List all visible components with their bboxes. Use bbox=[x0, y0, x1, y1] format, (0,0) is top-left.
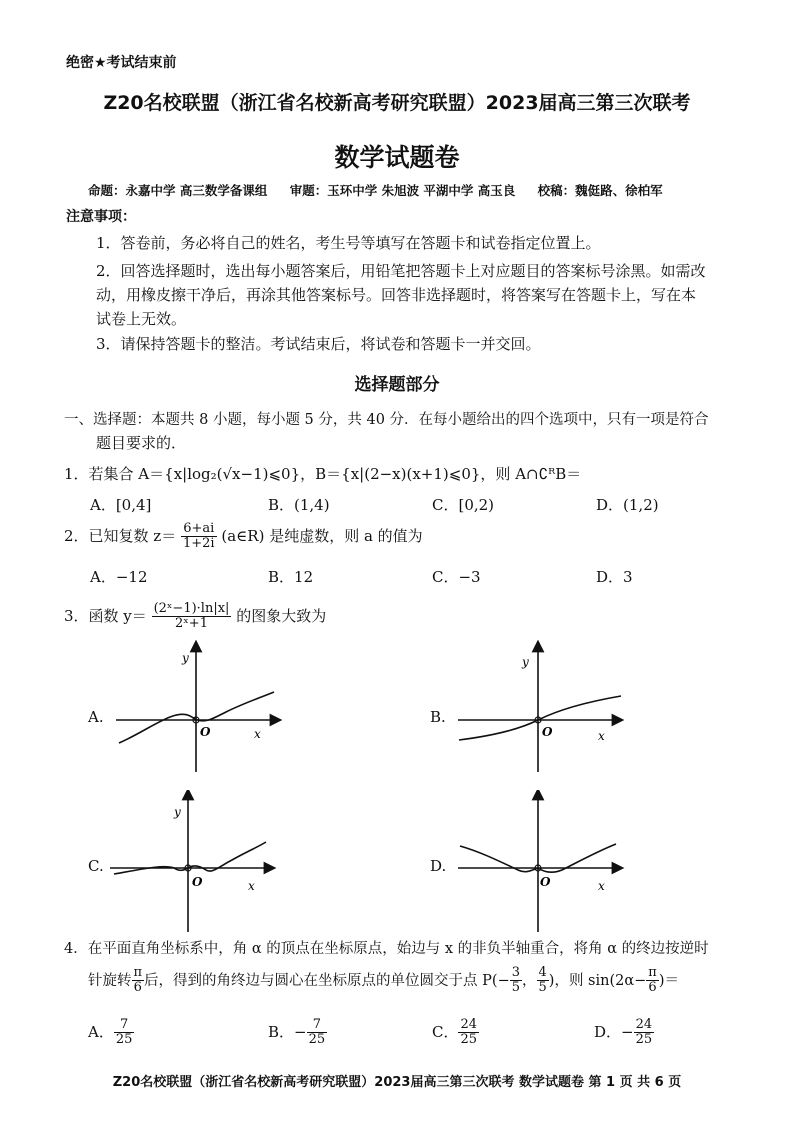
graph-a-label: A. bbox=[88, 708, 104, 726]
credits bbox=[88, 181, 681, 199]
q4-rot-den: 6 bbox=[133, 980, 142, 996]
q4-px-fraction bbox=[510, 966, 522, 996]
graph-a-origin: O bbox=[200, 725, 211, 739]
q4-comma: ， bbox=[522, 972, 537, 989]
credit-author: 命题：永嘉中学 高三数学备课组 bbox=[88, 183, 268, 198]
q1-option-a: A．[0,4] bbox=[90, 496, 152, 514]
q4-rotation-fraction bbox=[132, 966, 145, 996]
q4-text-b: 后，得到的角终边与圆心在坐标原点的单位圆交于点 P(− bbox=[144, 972, 510, 989]
q4-option-c-num: 24 bbox=[460, 1017, 478, 1032]
q4-py-fraction bbox=[537, 966, 549, 996]
exam-subtitle: 数学试题卷 bbox=[334, 143, 460, 172]
q4-rot-num: π bbox=[133, 965, 143, 980]
q4-option-b-sign: − bbox=[294, 1022, 307, 1041]
graph-c-curve bbox=[114, 842, 266, 874]
q4-option-c-fraction bbox=[458, 1018, 479, 1048]
q2-denominator: 1+2i bbox=[183, 536, 215, 552]
q2-fraction bbox=[181, 522, 217, 552]
q4-option-d-num: 24 bbox=[635, 1017, 653, 1032]
q4-line2 bbox=[88, 966, 679, 996]
q4-shift-den: 6 bbox=[648, 980, 657, 996]
graph-d-x-label: x bbox=[598, 879, 605, 893]
credit-proofreader: 校稿：魏侹路、徐柏军 bbox=[537, 183, 663, 198]
q4-text-c: )，则 sin(2α− bbox=[548, 972, 647, 989]
q4-option-d-den: 25 bbox=[635, 1032, 653, 1048]
q4-option-c-label: C． bbox=[432, 1022, 459, 1041]
q2-stem-start: 2．已知复数 z＝ bbox=[64, 526, 177, 545]
notice-item-3: 3．请保持答题卡的整洁。考试结束后，将试卷和答题卡一并交回。 bbox=[96, 335, 541, 353]
q4-option-d-label: D． bbox=[594, 1022, 622, 1041]
q4-shift-fraction bbox=[646, 966, 659, 996]
graph-b-label: B. bbox=[430, 708, 446, 726]
q2-option-d: D．3 bbox=[596, 568, 633, 586]
exam-title: Z20名校联盟（浙江省名校新高考研究联盟）2023届高三第三次联考 bbox=[103, 92, 691, 114]
graph-d-origin: O bbox=[540, 875, 551, 889]
graph-a-x-label: x bbox=[254, 727, 261, 741]
q3-denominator: 2ˣ+1 bbox=[175, 616, 208, 632]
graph-a-y-label: y bbox=[182, 651, 189, 665]
q3-stem-end: 的图象大致为 bbox=[236, 606, 327, 625]
q4-px-den: 5 bbox=[511, 980, 520, 996]
graph-b-y-label: y bbox=[522, 655, 529, 669]
q1-option-d: D．(1,2) bbox=[596, 496, 659, 514]
graph-b bbox=[456, 640, 626, 775]
q2-stem-end: (a∈R) 是纯虚数，则 a 的值为 bbox=[221, 526, 423, 545]
q3-fraction bbox=[152, 602, 232, 632]
graph-d bbox=[456, 790, 626, 935]
q4-px-num: 3 bbox=[511, 965, 520, 980]
notice-heading: 注意事项： bbox=[66, 209, 136, 225]
q4-option-b-label: B． bbox=[268, 1022, 295, 1041]
q2-stem bbox=[64, 522, 423, 552]
page-footer: Z20名校联盟（浙江省名校新高考研究联盟）2023届高三第三次联考 数学试题卷 第 1 页 共 6 页 bbox=[112, 1075, 682, 1090]
q1-stem: 1．若集合 A＝{x|log₂(√x−1)⩽0}，B＝{x|(2−x)(x+1)⩽0}，则 A∩∁ᴿB＝ bbox=[64, 465, 582, 483]
q4-option-a-fraction bbox=[114, 1018, 135, 1048]
graph-b-origin: O bbox=[542, 725, 553, 739]
q1-option-b: B．(1,4) bbox=[268, 496, 330, 514]
graph-d-label: D. bbox=[430, 857, 447, 875]
graph-c-label: C. bbox=[88, 857, 104, 875]
q4-option-d-sign: − bbox=[621, 1022, 634, 1041]
graph-a bbox=[114, 640, 284, 775]
q2-option-b: B．12 bbox=[268, 568, 314, 586]
q4-option-d bbox=[594, 1018, 654, 1048]
secrecy-mark: 绝密★考试结束前 bbox=[66, 55, 177, 71]
q1-option-c: C．[0,2) bbox=[432, 496, 495, 514]
section-title: 选择题部分 bbox=[354, 375, 440, 395]
q2-option-c: C．−3 bbox=[432, 568, 481, 586]
q4-py-num: 4 bbox=[538, 965, 547, 980]
q3-numerator: (2ˣ−1)·ln|x| bbox=[153, 601, 230, 616]
graph-b-x-label: x bbox=[598, 729, 605, 743]
q4-option-a-den: 25 bbox=[115, 1032, 133, 1048]
q4-option-b-den: 25 bbox=[308, 1032, 326, 1048]
q4-option-a bbox=[88, 1018, 134, 1048]
q4-option-a-label: A． bbox=[88, 1022, 114, 1041]
q2-option-a: A．−12 bbox=[90, 568, 148, 586]
q3-stem bbox=[64, 602, 326, 632]
q2-numerator: 6+ai bbox=[181, 522, 217, 537]
q4-option-a-num: 7 bbox=[114, 1018, 135, 1033]
graph-c-origin: O bbox=[192, 875, 203, 889]
q4-shift-num: π bbox=[648, 965, 657, 980]
q4-option-b bbox=[268, 1018, 327, 1048]
q4-text-d: )＝ bbox=[658, 972, 680, 989]
graph-c bbox=[108, 790, 278, 935]
notice-item-2-cont: 动，用橡皮擦干净后，再涂其他答案标号。回答非选择题时，将答案写在答题卡上，写在本 bbox=[96, 286, 697, 304]
notice-item-2: 2．回答选择题时，选出每小题答案后，用铅笔把答题卡上对应题目的答案标号涂黑。如需改 bbox=[96, 262, 706, 280]
q3-stem-start: 3．函数 y＝ bbox=[64, 606, 147, 625]
q4-option-c-den: 25 bbox=[460, 1032, 478, 1048]
graph-c-x-label: x bbox=[248, 879, 255, 893]
q4-option-c bbox=[432, 1018, 479, 1048]
graph-c-y-label: y bbox=[174, 805, 181, 819]
notice-item-2-end: 试卷上无效。 bbox=[96, 310, 187, 328]
q4-py-den: 5 bbox=[538, 980, 547, 996]
section-intro-cont: 题目要求的． bbox=[96, 434, 187, 452]
q4-text-a: 针旋转 bbox=[88, 972, 132, 989]
notice-item-1: 1．答卷前，务必将自己的姓名，考生号等填写在答题卡和试卷指定位置上。 bbox=[96, 234, 601, 252]
section-intro: 一、选择题：本题共 8 小题，每小题 5 分，共 40 分．在每小题给出的四个选项中，只有一项是符合 bbox=[64, 412, 709, 428]
q4-option-b-num: 7 bbox=[307, 1018, 328, 1033]
q4-option-b-fraction bbox=[307, 1018, 328, 1048]
credit-reviewer: 审题：玉环中学 朱旭波 平湖中学 高玉良 bbox=[289, 183, 516, 198]
q4-line1: 4．在平面直角坐标系中，角 α 的顶点在坐标原点，始边与 x 的非负半轴重合，将角 α 的终边按逆时 bbox=[64, 941, 709, 957]
q4-option-d-fraction bbox=[634, 1018, 655, 1048]
